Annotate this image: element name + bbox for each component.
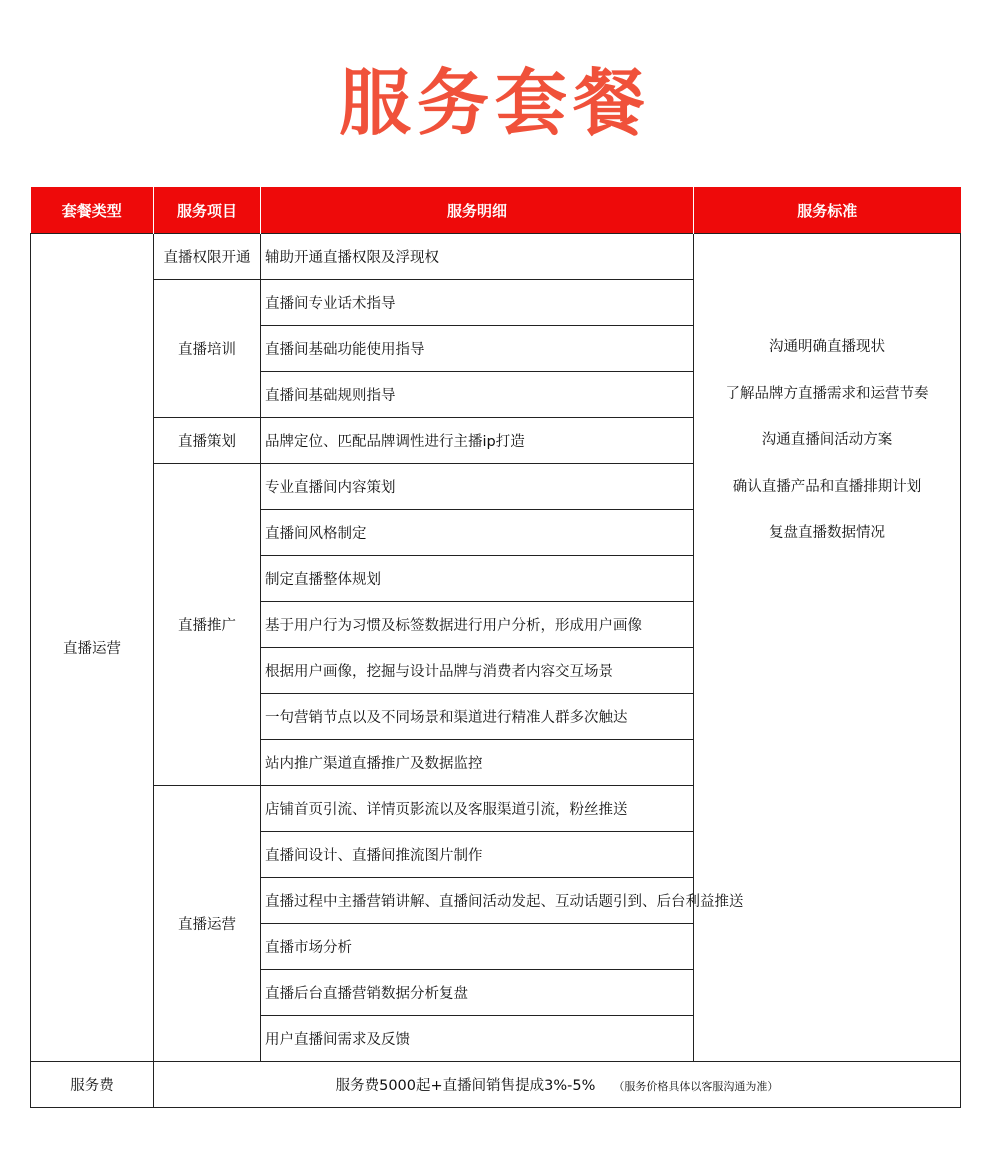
- header-service-item: 服务项目: [154, 187, 261, 234]
- service-detail-cell: 直播间设计、直播间推流图片制作: [261, 832, 694, 878]
- list-item: 沟通明确直播现状: [769, 339, 885, 355]
- service-detail-cell: 直播间基础功能使用指导: [261, 326, 694, 372]
- fee-value: 服务费5000起+直播间销售提成3%-5%: [335, 1078, 596, 1094]
- service-detail-cell: 直播后台直播营销数据分析复盘: [261, 970, 694, 1016]
- fee-value-cell: [154, 1062, 961, 1108]
- service-detail-cell: 直播间基础规则指导: [261, 372, 694, 418]
- service-detail-cell: 根据用户画像，挖掘与设计品牌与消费者内容交互场景: [261, 648, 694, 694]
- service-detail-cell: 站内推广渠道直播推广及数据监控: [261, 740, 694, 786]
- service-item-cell: 直播策划: [154, 418, 261, 464]
- fee-row: [31, 1062, 961, 1108]
- service-standard-cell: [694, 234, 961, 1062]
- service-detail-cell: 店铺首页引流、详情页影流以及客服渠道引流，粉丝推送: [261, 786, 694, 832]
- list-item: 沟通直播间活动方案: [761, 432, 893, 448]
- service-item-cell: 直播运营: [154, 786, 261, 1062]
- standard-list: [694, 234, 960, 557]
- service-detail-cell: 直播间专业话术指导: [261, 280, 694, 326]
- service-detail-cell: 品牌定位、匹配品牌调性进行主播ip打造: [261, 418, 694, 464]
- service-detail-cell: 用户直播间需求及反馈: [261, 1016, 694, 1062]
- page-title: 服务套餐: [338, 61, 651, 145]
- service-item-cell: 直播培训: [154, 280, 261, 418]
- service-package-table: [30, 187, 961, 1108]
- service-detail-cell: 直播市场分析: [261, 924, 694, 970]
- header-service-detail: 服务明细: [261, 187, 694, 234]
- table-header-row: [31, 187, 961, 234]
- service-detail-cell: 专业直播间内容策划: [261, 464, 694, 510]
- list-item: 了解品牌方直播需求和运营节奏: [725, 385, 929, 402]
- header-service-standard: 服务标准: [694, 187, 961, 234]
- overflow-text: 直播过程中主播营销讲解、直播间活动发起、互动话题引到、后台利益推送: [265, 894, 744, 910]
- service-item-cell: 直播推广: [154, 464, 261, 786]
- fee-note: （服务价格具体以客服沟通为准）: [613, 1080, 779, 1093]
- service-detail-cell: 基于用户行为习惯及标签数据进行用户分析，形成用户画像: [261, 602, 694, 648]
- list-item: 确认直播产品和直播排期计划: [732, 478, 922, 495]
- service-detail-cell: 直播间风格制定: [261, 510, 694, 556]
- service-detail-cell: 制定直播整体规划: [261, 556, 694, 602]
- service-item-cell: 直播权限开通: [154, 234, 261, 280]
- table-row: [31, 234, 961, 280]
- list-item: 复盘直播数据情况: [769, 525, 885, 541]
- fee-label-cell: 服务费: [31, 1062, 154, 1108]
- service-detail-cell: 辅助开通直播权限及浮现权: [261, 234, 694, 280]
- service-detail-cell: 一句营销节点以及不同场景和渠道进行精准人群多次触达: [261, 694, 694, 740]
- header-package-type: 套餐类型: [31, 187, 154, 234]
- package-type-cell: 直播运营: [31, 234, 154, 1062]
- service-detail-cell: [261, 878, 744, 924]
